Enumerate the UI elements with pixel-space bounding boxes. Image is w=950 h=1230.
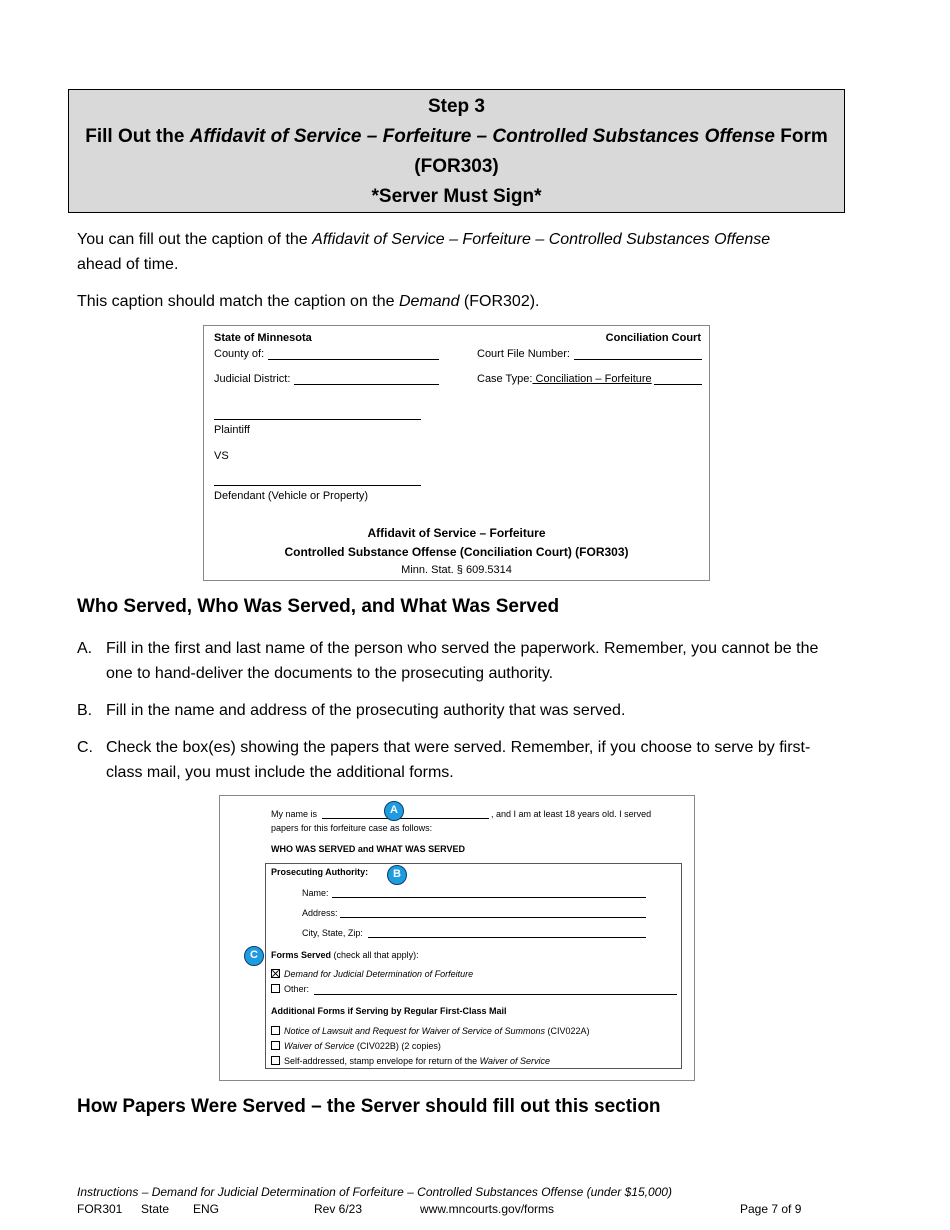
- caption-court: Conciliation Court: [605, 332, 701, 344]
- form-city-label: City, State, Zip:: [302, 928, 363, 938]
- caption-vs: VS: [214, 450, 229, 462]
- caption-plaintiff: Plaintiff: [214, 424, 250, 436]
- step-form-code: (FOR303): [414, 156, 499, 177]
- form-name-label: Name:: [302, 888, 329, 898]
- intro-paragraph-1: You can fill out the caption of the Affidavit of Service – Forfeiture – Controlled Substances Offense ahead of time.: [77, 231, 771, 273]
- other-line: [314, 994, 677, 995]
- list-item: [77, 636, 837, 686]
- list-item-text: Fill in the name and address of the prosecuting authority that was served.: [106, 702, 626, 719]
- list-item-letter: B.: [77, 702, 93, 719]
- form-other-option: Other:: [271, 984, 309, 994]
- form-papers-text: papers for this forfeiture case as follows:: [271, 823, 433, 833]
- footer-title: Instructions – Demand for Judicial Determination of Forfeiture – Controlled Substances Offense (under $15,000): [77, 1185, 672, 1199]
- authority-address-line: [340, 917, 646, 918]
- county-line: [268, 359, 439, 360]
- step-server-sign-note: *Server Must Sign*: [371, 186, 542, 207]
- caption-title-2: Controlled Substance Offense (Conciliation Court) (FOR303): [284, 545, 629, 559]
- list-item-letter: A.: [77, 640, 93, 657]
- defendant-line: [214, 485, 421, 486]
- caption-defendant: Defendant (Vehicle or Property): [214, 490, 369, 502]
- footer-url[interactable]: www.mncourts.gov/forms: [420, 1202, 555, 1216]
- step-title: Fill Out the Affidavit of Service – Forfeiture – Controlled Substances Offense Form: [85, 126, 828, 147]
- caption-file-number-label: Court File Number:: [477, 348, 570, 360]
- caption-sample-image: [203, 325, 710, 581]
- list-item: [77, 735, 837, 785]
- caption-state: State of Minnesota: [214, 332, 312, 344]
- footer-jurisdiction: State: [141, 1202, 170, 1216]
- server-name-line: [322, 818, 489, 819]
- footer-language: ENG: [193, 1202, 220, 1216]
- authority-city-line: [368, 937, 646, 938]
- form-age-text: , and I am at least 18 years old. I served: [491, 809, 652, 819]
- step-number: Step 3: [427, 96, 486, 117]
- form-snippet-image: [219, 795, 695, 1081]
- form-notice-option: Notice of Lawsuit and Request for Waiver of Service of Summons (CIV022A): [271, 1026, 589, 1036]
- footer-page-number: Page 7 of 9: [740, 1202, 802, 1216]
- caption-county-label: County of:: [214, 348, 265, 360]
- list-item-text: Check the box(es) showing the papers that were served. Remember, if you choose to serve by first-class mail, you must include the additional forms.: [106, 739, 811, 781]
- form-who-was-served-heading: WHO WAS SERVED and WHAT WAS SERVED: [271, 844, 466, 854]
- caption-title-1: Affidavit of Service – Forfeiture: [367, 526, 546, 540]
- caption-statute: Minn. Stat. § 609.5314: [401, 564, 512, 576]
- authority-name-line: [332, 897, 646, 898]
- plaintiff-line: [214, 419, 421, 420]
- footer-form-id: FOR301: [77, 1202, 123, 1216]
- form-waiver-option: Waiver of Service (CIV022B) (2 copies): [271, 1041, 441, 1051]
- form-address-label: Address:: [302, 908, 338, 918]
- step-header-box: [68, 89, 845, 213]
- form-my-name-label: My name is: [271, 809, 318, 819]
- form-additional-forms-heading: Additional Forms if Serving by Regular First-Class Mail: [271, 1006, 507, 1016]
- list-item-letter: C.: [77, 739, 93, 756]
- case-type-line: [654, 384, 702, 385]
- checkbox-checked-icon: [271, 969, 280, 978]
- section-who-served-heading: Who Served, Who Was Served, and What Was Served: [77, 596, 560, 617]
- checkbox-icon: [271, 1041, 280, 1050]
- checkbox-icon: [271, 1026, 280, 1035]
- marker-a-icon: A: [384, 801, 404, 821]
- marker-b-icon: B: [387, 865, 407, 885]
- form-envelope-option: Self-addressed, stamp envelope for return of the Waiver of Service: [271, 1056, 550, 1066]
- file-number-line: [574, 359, 702, 360]
- caption-case-type: Case Type: Conciliation – Forfeiture: [477, 373, 652, 385]
- district-line: [294, 384, 439, 385]
- intro-paragraph-2: This caption should match the caption on the Demand (FOR302).: [77, 293, 540, 310]
- checkbox-icon: [271, 1056, 280, 1065]
- section-how-served-heading: How Papers Were Served – the Server should fill out this section: [77, 1096, 661, 1117]
- list-item: [77, 698, 837, 723]
- footer-revision: Rev 6/23: [314, 1202, 363, 1216]
- list-item-text: Fill in the first and last name of the person who served the paperwork. Remember, you cannot be the one to hand-deliver the documents to the prosecuting authority.: [106, 640, 819, 682]
- caption-district-label: Judicial District:: [214, 373, 291, 385]
- form-demand-option: Demand for Judicial Determination of Forfeiture: [271, 969, 473, 979]
- form-inner-box: [265, 863, 682, 1069]
- form-forms-served-label: Forms Served (check all that apply):: [271, 950, 419, 960]
- checkbox-icon: [271, 984, 280, 993]
- marker-c-icon: C: [244, 946, 264, 966]
- form-prosecuting-authority-label: Prosecuting Authority:: [271, 867, 369, 877]
